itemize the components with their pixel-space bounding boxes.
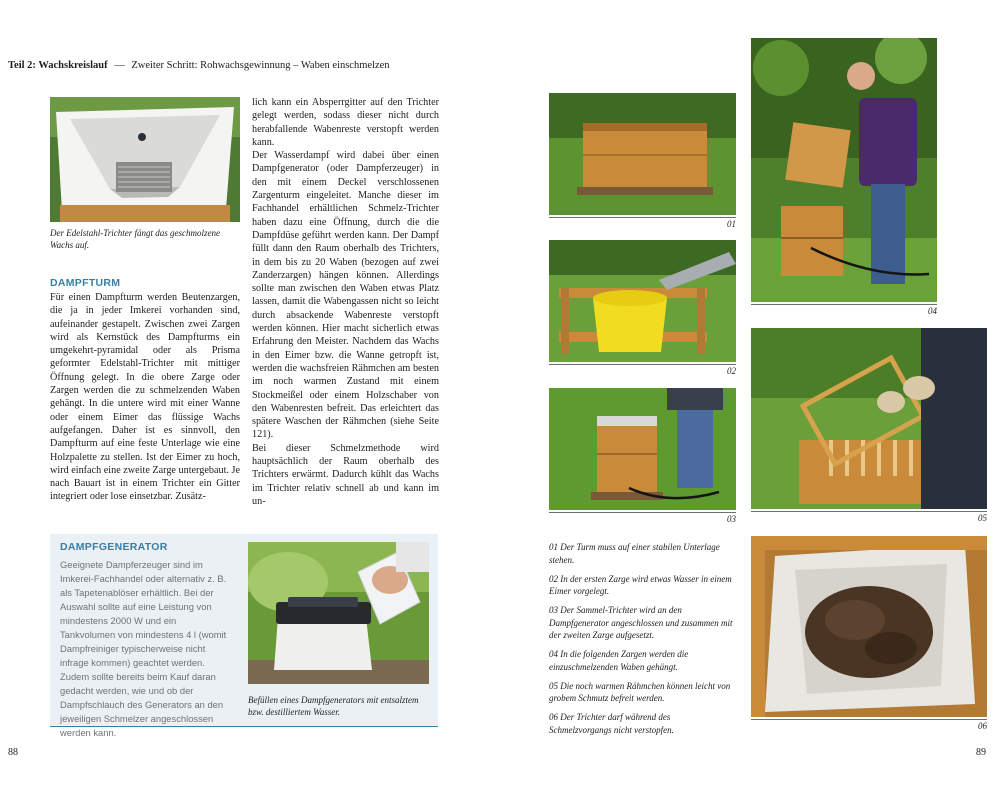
figure-06-rule bbox=[751, 719, 987, 720]
figure-05-rule bbox=[751, 511, 987, 512]
body-column-2 bbox=[252, 96, 439, 508]
figure-01-photo bbox=[549, 93, 736, 215]
figure-02-number: 02 bbox=[727, 366, 736, 376]
figure-05-number: 05 bbox=[978, 513, 987, 523]
caption-text: Der Turm muss auf einer stabilen Unterlage stehen. bbox=[549, 542, 720, 565]
caption-text: In die folgenden Zargen werden die einzuschmelzenden Waben gehängt. bbox=[549, 649, 689, 672]
dampfgenerator-info-box bbox=[50, 534, 438, 738]
figure-03-number: 03 bbox=[727, 514, 736, 524]
caption-text: Die noch warmen Rähmchen können leicht von grobem Schmutz befreit werden. bbox=[549, 680, 731, 703]
body-paragraph: Der Wasserdampf wird dabei über einen Dampfgenerator (oder Dampferzeuger) in den mit einem Deckel verschlossenen Zargenturm eingeleitet. Manche dieser im Fachhandel erhältlichen Schmelz-Trichter haben dazu eine Öffnung, durch die die Dampfdüse geführt werden kann. Der Dampf füllt dann den Raum oberhalb des Trichters, in dem bis zu 20 Waben (bezogen auf zwei Zanderzargen) hängen können. Allerdings sollte man zwischen den Waben etwas Platz lassen, damit die Wabengassen nicht so leicht durch absackende Wabenreste verstopft werden können. Hier macht sicherlich etwas Erfahrung den Meister. Nachdem das Wachs in den Eimer bzw. die Wanne getropft ist, werden die wachsfreien Rähmchen am besten im noch warmen Zustand mit einem Stockmeißel oder einem Holzschaber von den Wabenresten befreit. Das erleichtert das spätere Waschen der Rähmchen (siehe Seite 121). bbox=[252, 150, 439, 441]
figure-01-number: 01 bbox=[727, 219, 736, 229]
caption-number: 03 bbox=[549, 605, 558, 615]
caption-item bbox=[549, 573, 735, 598]
caption-item bbox=[549, 711, 735, 736]
figure-06-number: 06 bbox=[978, 721, 987, 731]
caption-item bbox=[549, 604, 735, 642]
caption-number: 02 bbox=[549, 573, 558, 584]
figure-04-photo bbox=[751, 38, 937, 302]
caption-text: Der Sammel-Trichter wird an den Dampfgenerator angeschlossen und zusammen mit der zweiten Zarge aufgesetzt. bbox=[549, 605, 733, 640]
figure-05-photo bbox=[751, 328, 987, 509]
steel-funnel-photo bbox=[50, 97, 240, 222]
figure-02-rule bbox=[549, 364, 736, 365]
funnel-photo-caption: Der Edelstahl-Trichter fängt das geschmolzene Wachs auf. bbox=[50, 228, 220, 250]
figure-caption-list bbox=[549, 541, 735, 743]
caption-item bbox=[549, 648, 735, 673]
box-text: Geeignete Dampferzeuger sind im Imkerei-Fachhandel oder alternativ z. B. als Tapetenablöser erhältlich. Bei der Auswahl sollte auf eine Leistung von mindestens 2000 W und ein Tankvolumen von mindestens 4 l (womit Dampfreiniger typischerweise nicht infrage kommen) geachtet werden. Zudem sollte bereits beim Kauf daran gedacht werden, wie und ob der Dampfschlauch des Generators an den jeweiligen Schmelzer angeschlossen werden kann. bbox=[60, 559, 227, 738]
caption-number: 05 bbox=[549, 680, 558, 691]
page-number-left: 88 bbox=[8, 747, 18, 758]
page-number-right: 89 bbox=[976, 747, 986, 758]
figure-03-photo bbox=[549, 388, 736, 510]
figure-04-rule bbox=[751, 304, 937, 305]
caption-text: In der ersten Zarge wird etwas Wasser in einem Eimer vorgelegt. bbox=[549, 573, 732, 596]
figure-01-rule bbox=[549, 217, 736, 218]
steam-generator-photo bbox=[248, 542, 429, 684]
caption-item bbox=[549, 541, 735, 566]
caption-number: 01 bbox=[549, 542, 558, 552]
caption-number: 04 bbox=[549, 649, 558, 659]
figure-02-photo bbox=[549, 240, 736, 362]
figure-06-photo bbox=[751, 536, 987, 717]
body-paragraph: Bei dieser Schmelzmethode wird hauptsächlich der Raum oberhalb des Trichters erwärmt. Dadurch kühlt das Wachs im Trichter relativ schnell ab und kann im un- bbox=[252, 442, 439, 507]
header-chapter: Zweiter Schritt: Rohwachsgewinnung – Waben einschmelzen bbox=[131, 60, 390, 71]
body-column-1 bbox=[50, 291, 240, 504]
caption-number: 06 bbox=[549, 712, 558, 722]
box-photo-caption: Befüllen eines Dampfgenerators mit entsalztem bzw. destilliertem Wasser. bbox=[248, 695, 419, 717]
caption-text: Der Trichter darf während des Schmelzvorgangs nicht verstopfen. bbox=[549, 712, 674, 735]
body-paragraph: lich kann ein Absperrgitter auf den Trichter gelegt werden, sodass dieser nicht durch herabfallende Wabenreste verstopft werden kann. bbox=[252, 97, 439, 148]
header-separator: — bbox=[114, 60, 125, 71]
running-header bbox=[8, 60, 390, 71]
body-paragraph: Für einen Dampfturm werden Beutenzargen, die ja in jeder Imkerei vorhanden sind, aufeinander gestapelt. Zwischen zwei Zargen wird als Kernstück des Dampfturms ein umgekehrt-pyramidal oder als Prisma geformter Edelstahl-Trichter mit mittiger Öffnung gelegt. In die obere Zarge oder Zargen werden die zu schmelzenden Waben gehängt. In die untere wird mit einer Wanne oder einem Eimer das flüssige Wachs aufgefangen. Daher ist es sinnvoll, den Dampfturm auf eine feste Unterlage wie eine Holzpalette zu stellen. Ist der Eimer zu hoch, wird einfach eine zweite Zarge untergebaut. Je nach Bauart ist in einem Trichter ein Gitter integriert oder lose einsetzbar. Zusätz- bbox=[50, 292, 240, 503]
section-heading-dampfturm: DAMPFTURM bbox=[50, 277, 121, 289]
box-heading: DAMPFGENERATOR bbox=[60, 541, 168, 553]
figure-03-rule bbox=[549, 512, 736, 513]
header-part: Teil 2: Wachskreislauf bbox=[8, 60, 108, 71]
caption-item bbox=[549, 680, 735, 705]
figure-04-number: 04 bbox=[928, 306, 937, 316]
